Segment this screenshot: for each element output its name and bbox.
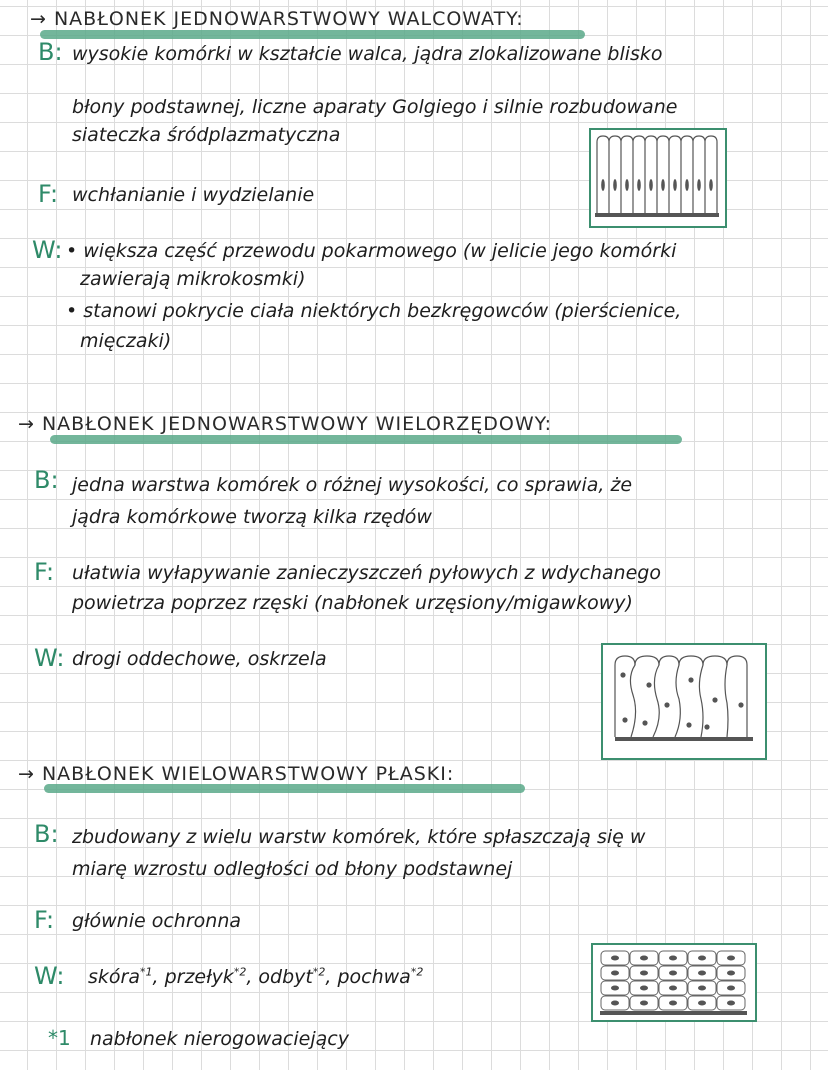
text-line: powietrza poprzez rzęski (nabłonek urzęsiony/migawkowy) — [72, 592, 633, 614]
columnar-epithelium-figure — [589, 128, 727, 228]
label-b: B: — [34, 820, 59, 848]
nucleus — [727, 956, 735, 961]
nucleus — [640, 971, 648, 976]
label-b: B: — [34, 466, 59, 494]
heading-highlight — [50, 435, 682, 444]
label-w: W: — [32, 236, 63, 264]
nucleus — [698, 1001, 706, 1006]
w-item: odbyt$^{*2}$, — [258, 966, 332, 989]
footnote-mark: *1 — [48, 1026, 71, 1050]
nucleus — [698, 971, 706, 976]
pseudostratified-epithelium-figure — [601, 643, 767, 760]
w-item: pochwa$^{*2}$ — [337, 966, 424, 989]
text-line: jedna warstwa komórek o różnej wysokości, co sprawia, że — [72, 474, 633, 496]
footnote-ref: *2 — [233, 966, 247, 979]
text-line: wysokie komórki w kształcie walca, jądra zlokalizowane blisko — [72, 43, 663, 65]
label-w: W: — [34, 962, 65, 990]
text-line: siateczka śródplazmatyczna — [72, 124, 341, 146]
nucleus — [640, 1001, 648, 1006]
text-line: • większa część przewodu pokarmowego (w jelicie jego komórki — [66, 240, 677, 262]
heading-highlight — [40, 30, 585, 39]
text-line: • stanowi pokrycie ciała niektórych bezkręgowców (pierścienice, — [66, 300, 682, 322]
nucleus — [669, 956, 677, 961]
nucleus — [669, 986, 677, 991]
label-f: F: — [38, 180, 59, 208]
text-line: zbudowany z wielu warstw komórek, które spłaszczają się w — [72, 826, 646, 848]
text-line: ułatwia wyłapywanie zanieczyszczeń pyłowych z wdychanego — [72, 562, 661, 584]
text-line: głównie ochronna — [72, 910, 242, 932]
w-list — [88, 966, 423, 988]
heading-highlight — [44, 784, 525, 793]
section-heading: → NABŁONEK JEDNOWARSTWOWY WIELORZĘDOWY: — [18, 413, 553, 435]
footnote-ref: *2 — [312, 966, 326, 979]
footnote-ref: *1 — [139, 966, 153, 979]
footnote-ref: *2 — [410, 966, 424, 979]
section-heading: → NABŁONEK JEDNOWARSTWOWY WALCOWATY: — [30, 8, 524, 30]
w-item: skóra$^{*1}$, — [88, 966, 159, 989]
w-item: przełyk$^{*2}$, — [164, 966, 253, 989]
nucleus — [727, 971, 735, 976]
text-line: drogi oddechowe, oskrzela — [72, 648, 327, 670]
text-line: wchłanianie i wydzielanie — [72, 184, 315, 206]
basement-membrane — [600, 1011, 747, 1015]
text-line: błony podstawnej, liczne aparaty Golgiego i silnie rozbudowane — [72, 96, 678, 118]
label-f: F: — [34, 906, 55, 934]
label-w: W: — [34, 644, 65, 672]
nucleus — [611, 1001, 619, 1006]
text-line: zawierają mikrokosmki) — [80, 268, 306, 290]
nucleus — [611, 971, 619, 976]
text-line: miarę wzrostu odległości od błony podstawnej — [72, 858, 513, 880]
nucleus — [727, 986, 735, 991]
text-line: jądra komórkowe tworzą kilka rzędów — [72, 506, 432, 528]
section-heading: → NABŁONEK WIELOWARSTWOWY PŁASKI: — [18, 763, 455, 785]
label-b: B: — [38, 38, 63, 66]
label-f: F: — [34, 558, 55, 586]
nucleus — [640, 986, 648, 991]
nucleus — [698, 986, 706, 991]
nucleus — [669, 1001, 677, 1006]
nucleus — [727, 1001, 735, 1006]
nucleus — [698, 956, 706, 961]
nucleus — [611, 986, 619, 991]
stratified-squamous-epithelium-figure — [591, 943, 757, 1022]
text-line: mięczaki) — [80, 330, 172, 352]
footnote-text: nabłonek nierogowaciejący — [90, 1028, 349, 1050]
nucleus — [640, 956, 648, 961]
nucleus — [611, 956, 619, 961]
nucleus — [669, 971, 677, 976]
